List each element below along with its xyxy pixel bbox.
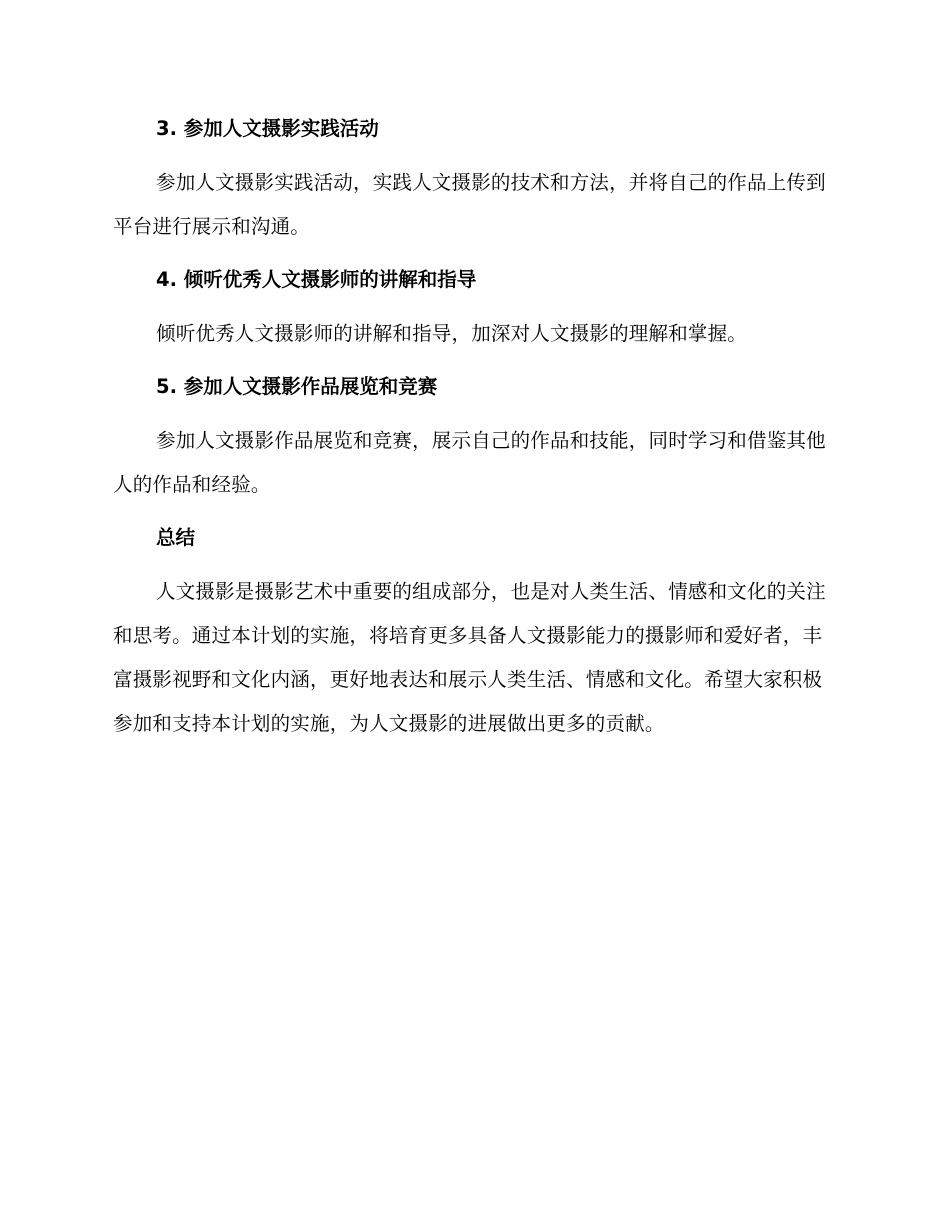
summary-body: 人文摄影是摄影艺术中重要的组成部分，也是对人类生活、情感和文化的关注和思考。通过本计划的实施，将培育更多具备人文摄影能力的摄影师和爱好者，丰富摄影视野和文化内涵，更好地表达和展示人类生活、情感和文化。希望大家积极参加和支持本计划的实施，为人文摄影的进展做出更多的贡献。 [113,580,826,735]
section-body-5: 参加人文摄影作品展览和竞赛，展示自己的作品和技能，同时学习和借鉴其他人的作品和经验。 [113,429,826,496]
section-body-4: 倾听优秀人文摄影师的讲解和指导，加深对人文摄影的理解和掌握。 [156,322,748,345]
section-heading-4: 4. 倾听优秀人文摄影师的讲解和指导 [156,268,477,291]
section-body-3: 参加人文摄影实践活动，实践人文摄影的技术和方法，并将自己的作品上传到平台进行展示和沟通。 [113,171,826,238]
document-content [113,112,833,760]
summary-heading: 总结 [156,526,196,549]
section-heading-3: 3. 参加人文摄影实践活动 [156,117,379,140]
section-heading-5: 5. 参加人文摄影作品展览和竞赛 [156,375,438,398]
